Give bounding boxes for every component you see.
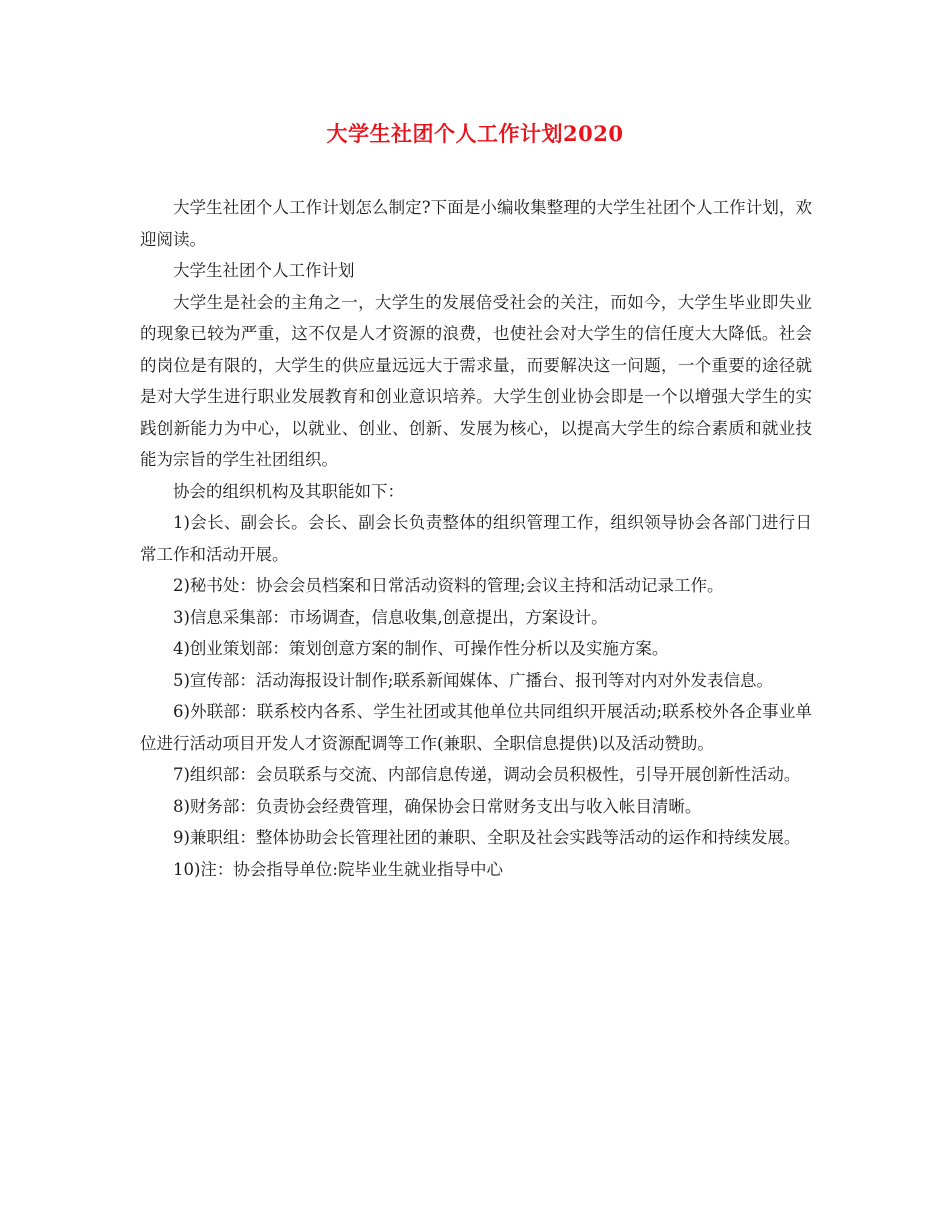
paragraph-intro: 大学生社团个人工作计划怎么制定?下面是小编收集整理的大学生社团个人工作计划，欢迎阅读。 — [140, 198, 812, 249]
list-item: 4)创业策划部：策划创意方案的制作、可操作性分析以及实施方案。 — [173, 639, 669, 658]
list-item: 1)会长、副会长。会长、副会长负责整体的组织管理工作，组织领导协会各部门进行日常工作和活动开展。 — [140, 513, 812, 564]
document-title: 大学生社团个人工作计划2020 — [326, 121, 624, 146]
document-body — [140, 192, 812, 885]
list-item: 8)财务部：负责协会经费管理，确保协会日常财务支出与收入帐目清晰。 — [173, 796, 702, 816]
list-item: 2)秘书处：协会会员档案和日常活动资料的管理;会议主持和活动记录工作。 — [173, 576, 724, 595]
list-item: 3)信息采集部：市场调查，信息收集,创意提出，方案设计。 — [173, 607, 608, 627]
list-item: 9)兼职组：整体协助会长管理社团的兼职、全职及社会实践等活动的运作和持续发展。 — [173, 828, 801, 847]
paragraph-structure-heading: 协会的组织机构及其职能如下： — [173, 481, 404, 501]
list-item: 6)外联部：联系校内各系、学生社团或其他单位共同组织开展活动;联系校外各企事业单位进行活动项目开发人才资源配调等工作(兼职、全职信息提供)以及活动赞助。 — [140, 702, 812, 753]
paragraph-subheading: 大学生社团个人工作计划 — [173, 261, 355, 280]
list-item: 5)宣传部：活动海报设计制作;联系新闻媒体、广播台、报刊等对内对外发表信息。 — [173, 670, 773, 690]
paragraph-background: 大学生是社会的主角之一，大学生的发展倍受社会的关注，而如今，大学生毕业即失业的现象已较为严重，这不仅是人才资源的浪费，也使社会对大学生的信任度大大降低。社会的岗位是有限的，大学生的供应量远远大于需求量，而要解决这一问题，一个重要的途径就是对大学生进行职业发展教育和创业意识培养。大学生创业协会即是一个以增强大学生的实践创新能力为中心，以就业、创业、创新、发展为核心，以提高大学生的综合素质和就业技能为宗旨的学生社团组织。 — [140, 292, 812, 469]
list-item: 7)组织部：会员联系与交流、内部信息传递，调动会员积极性，引导开展创新性活动。 — [173, 765, 801, 784]
list-item: 10)注：协会指导单位:院毕业生就业指导中心 — [173, 859, 503, 879]
